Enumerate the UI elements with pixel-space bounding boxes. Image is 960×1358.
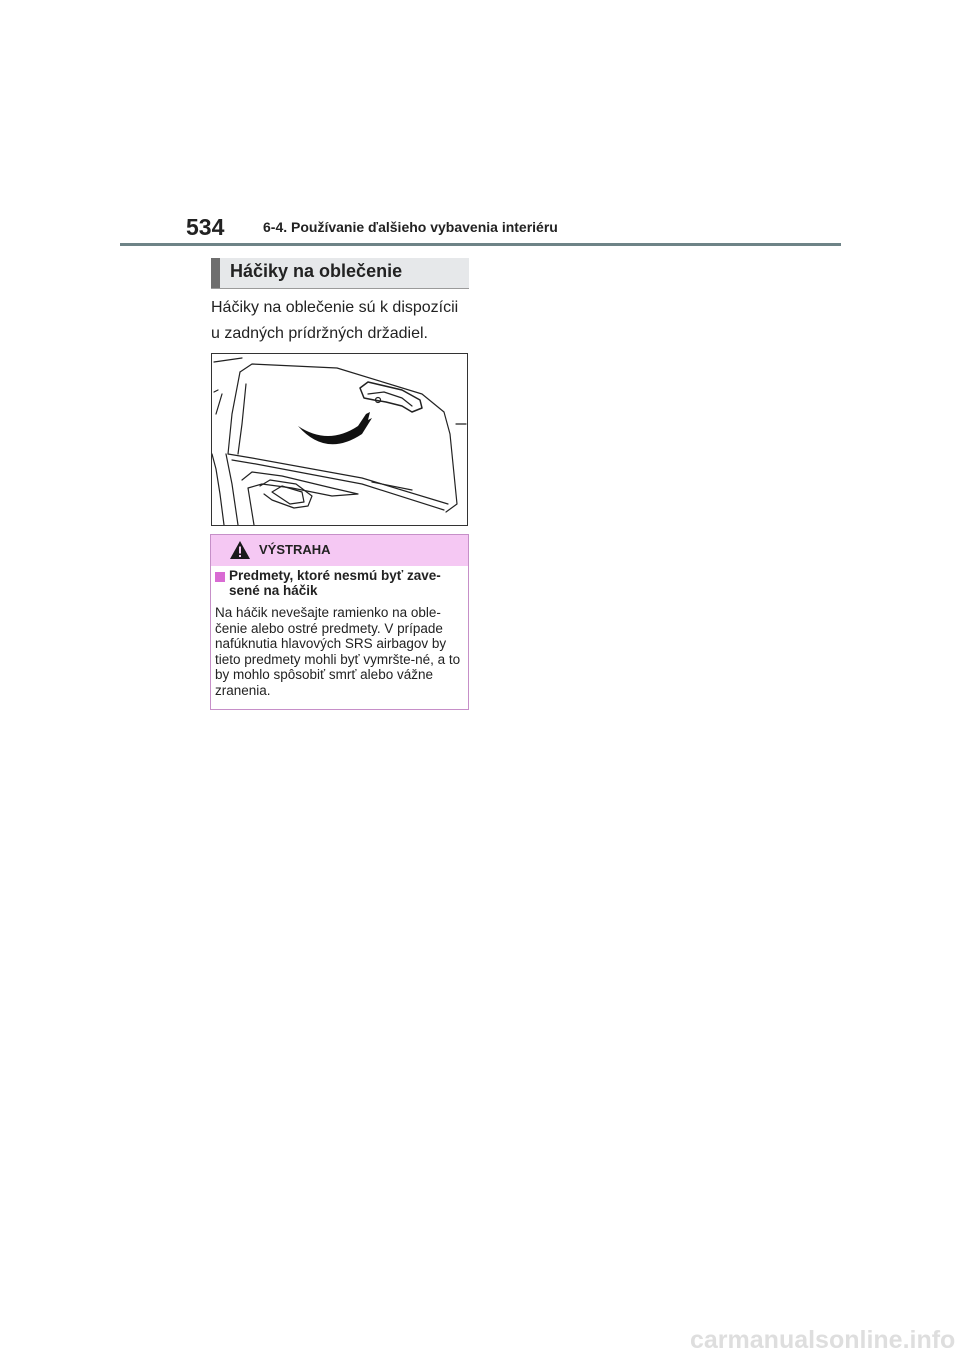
warning-body: Na háčik nevešajte ramienko na oble-čenie alebo ostré predmety. V prípade nafúknutia hlavových SRS airbagov by tieto predmety mohli byť vymršte-né, a to by mohlo spôsobiť smrť alebo vážne zranenia.: [215, 605, 461, 698]
body-paragraph: Háčiky na oblečenie sú k dispozícii u zadných prídržných držadiel.: [211, 299, 459, 342]
section-path: 6-4. Používanie ďalšieho vybavenia interiéru: [263, 219, 558, 235]
section-title: Háčiky na oblečenie: [230, 261, 403, 281]
warning-subtitle: Predmety, ktoré nesmú byť zave-sené na háčik: [229, 568, 441, 598]
clothes-hook-illustration: [211, 353, 468, 526]
header-rule: [120, 243, 841, 246]
watermark: carmanualsonline.info: [690, 1326, 956, 1354]
heading-accent-bar: [211, 258, 220, 288]
warning-title: VÝSTRAHA: [259, 542, 331, 557]
warning-bullet: [215, 572, 225, 582]
warning-triangle-icon: [229, 540, 251, 560]
warning-box: [210, 534, 469, 710]
section-heading: [211, 258, 469, 289]
warning-header: [211, 535, 468, 566]
page-number: 534: [186, 214, 225, 240]
